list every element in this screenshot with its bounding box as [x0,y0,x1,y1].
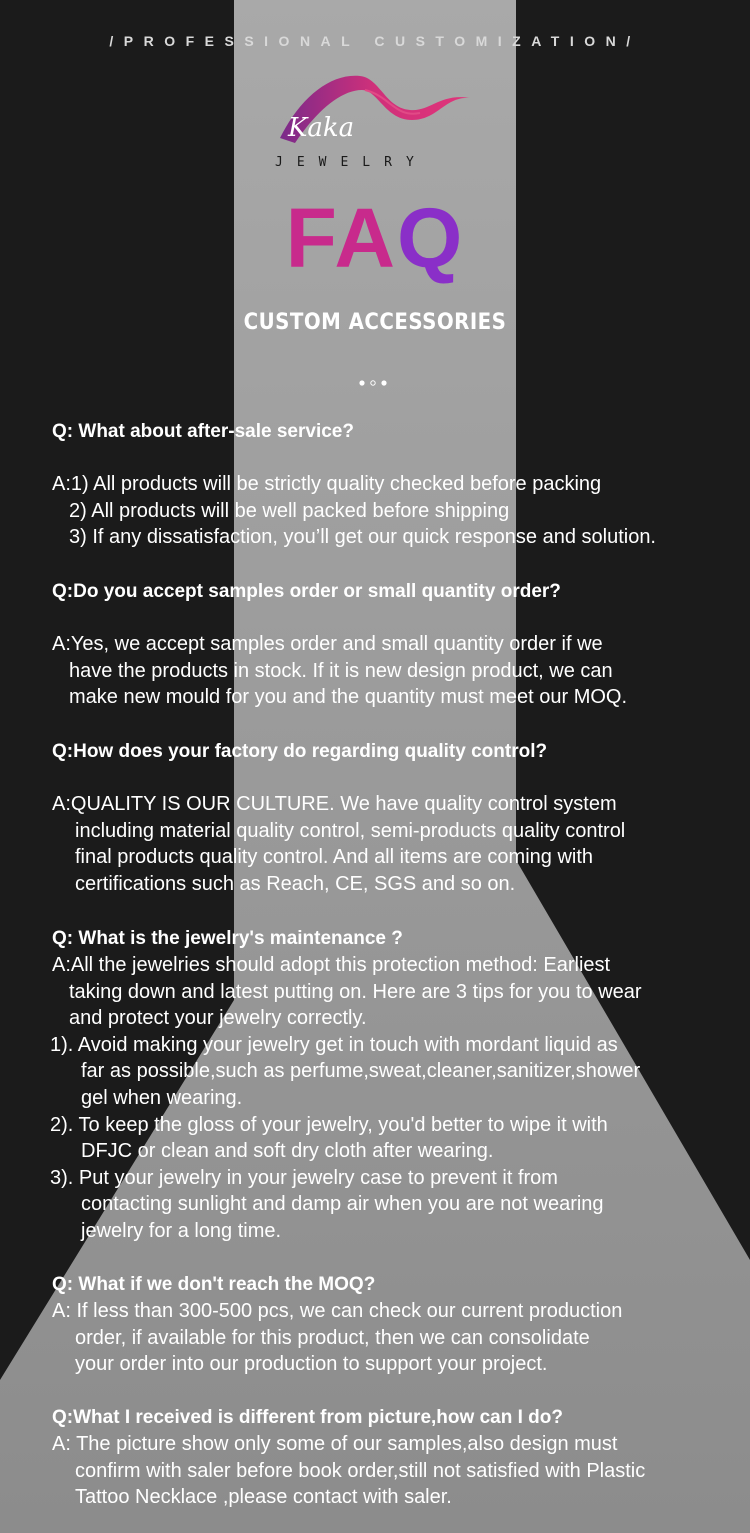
faq-answer-line: 3). Put your jewelry in your jewelry case to prevent it from [50,1166,558,1189]
faq-answer-line: and protect your jewelry correctly. [69,1007,367,1030]
faq-answer-line: 3) If any dissatisfaction, you’ll get our quick response and solution. [69,526,656,549]
divider-dots [356,377,396,389]
faq-item [52,418,747,551]
faq-question: Q:What I received is different from picture,how can I do? [52,1407,563,1428]
faq-question: Q: What about after-sale service? [52,421,354,442]
faq-answer-line: A: The picture show only some of our samples,also design must [52,1433,618,1455]
faq-answer-line: 1). Avoid making your jewelry get in touch with mordant liquid as [50,1033,618,1056]
faq-question: Q:Do you accept samples order or small quantity order? [52,581,561,602]
faq-answer-line: 2) All products will be well packed before shipping [69,499,510,522]
page-subtitle: CUSTOM ACCESSORIES [243,310,507,335]
faq-answer-line: order, if available for this product, then we can consolidate [75,1326,590,1349]
faq-answer-line: confirm with saler before book order,still not satisfied with Plastic [75,1459,646,1482]
faq-answer-line: your order into our production to support your project. [75,1353,548,1376]
logo-subtext: JEWELRY [275,155,428,170]
faq-question: Q: What if we don't reach the MOQ? [52,1274,376,1295]
logo-wordmark: Kaka [288,113,355,143]
faq-answer-line: gel when wearing. [81,1086,243,1109]
faq-item [52,1271,747,1378]
faq-answer-line: Tattoo Necklace ,please contact with saler. [75,1486,452,1509]
faq-item [52,578,747,711]
faq-answer-line: A:All the jewelries should adopt this protection method: Earliest [52,954,611,976]
faq-answer-line: A:Yes, we accept samples order and small quantity order if we [52,633,603,655]
title-q: Q [397,191,465,285]
faq-item [52,738,747,897]
faq-answer-line: final products quality control. And all items are coming with [75,846,594,869]
faq-answer-line: including material quality control, semi-products quality control [75,819,626,842]
title-fa: FA [285,191,397,285]
faq-answer-line: DFJC or clean and soft dry cloth after wearing. [81,1140,494,1163]
faq-answer-line: A:1) All products will be strictly quality checked before packing [52,473,602,495]
faq-question: Q: What is the jewelry's maintenance ? [52,928,403,949]
faq-answer-line: certifications such as Reach, CE, SGS and so on. [75,872,516,895]
faq-question: Q:How does your factory do regarding quality control? [52,741,548,762]
faq-answer-line: jewelry for a long time. [81,1219,282,1242]
faq-answer-line: have the products in stock. If it is new design product, we can [69,659,613,682]
faq-answer-line: make new mould for you and the quantity must meet our MOQ. [69,686,628,709]
faq-item [52,1404,747,1511]
faq-answer-line: A:QUALITY IS OUR CULTURE. We have quality control system [52,793,617,815]
faq-answer-line: taking down and latest putting on. Here are 3 tips for you to wear [69,980,642,1003]
faq-answer-line: contacting sunlight and damp air when you are not wearing [81,1193,604,1216]
faq-answer-line: A: If less than 300-500 pcs, we can check our current production [52,1300,623,1322]
faq-answer-line: 2). To keep the gloss of your jewelry, you'd better to wipe it with [50,1113,608,1136]
kaka-jewelry-logo [270,68,480,178]
faq-item [52,925,747,1245]
faq-answer-line: far as possible,such as perfume,sweat,cleaner,sanitizer,shower [81,1060,641,1083]
tagline: /PROFESSIONAL CUSTOMIZATION/ [109,33,641,49]
page-title [0,191,750,285]
